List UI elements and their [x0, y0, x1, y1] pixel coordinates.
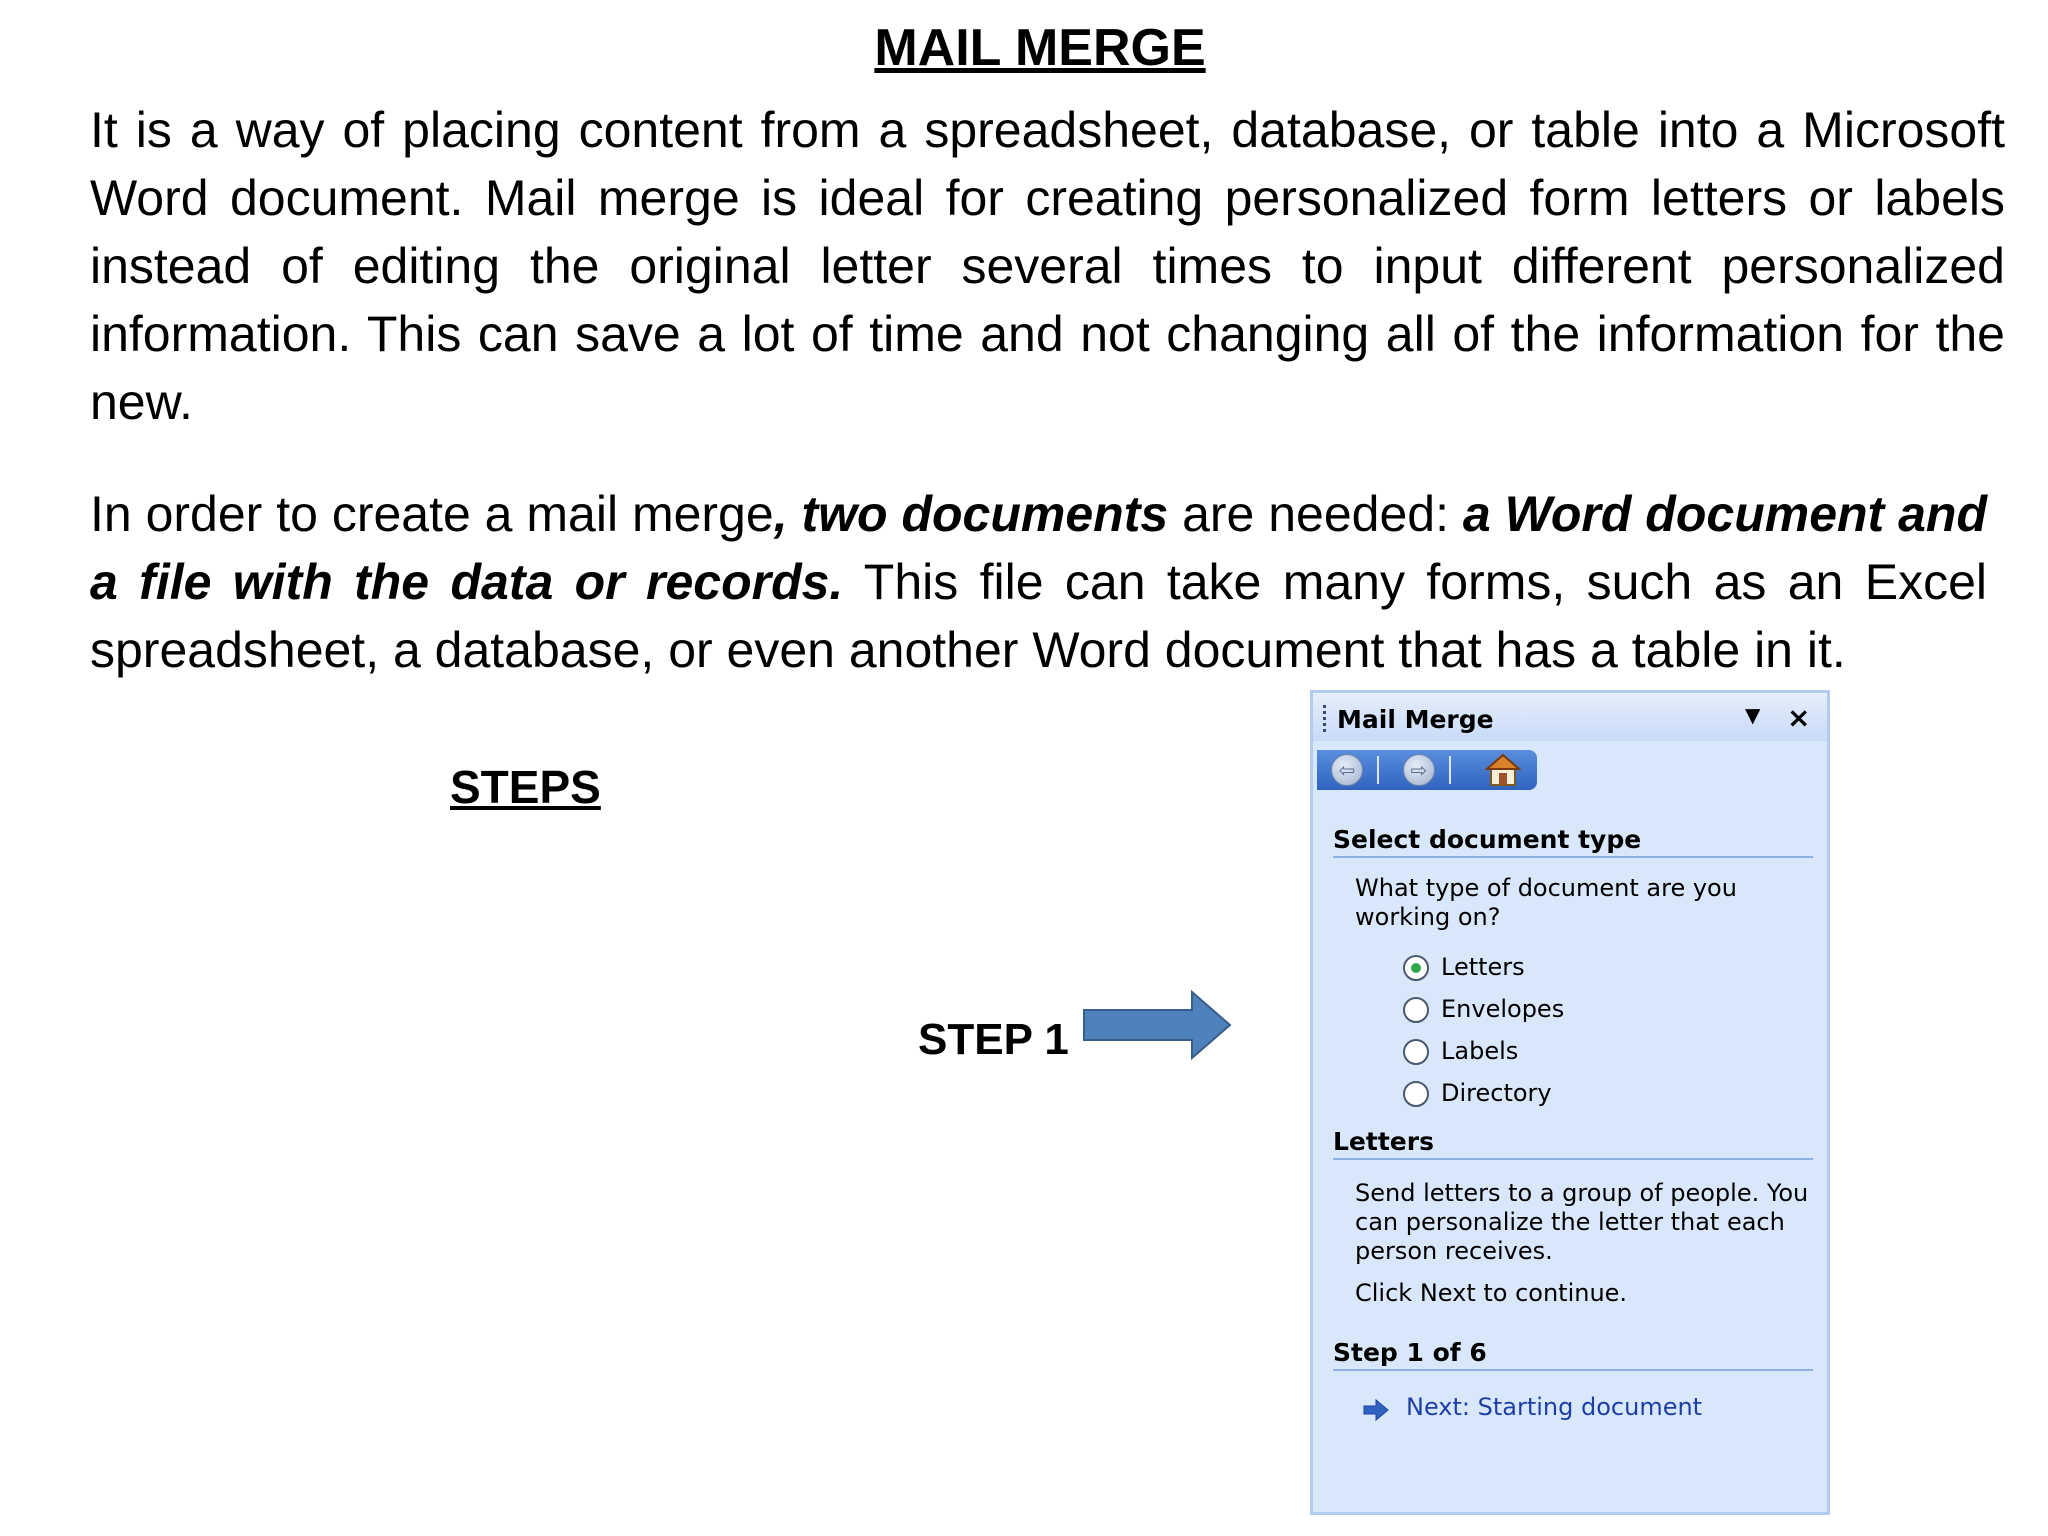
p2-text-2: are needed: [1168, 486, 1463, 542]
toolbar-separator [1377, 756, 1379, 784]
radio-dot [1411, 963, 1421, 973]
menu-arrow-icon[interactable]: ▼ [1745, 703, 1761, 727]
close-icon[interactable]: × [1787, 701, 1811, 734]
page-title: MAIL MERGE [874, 19, 1206, 77]
nav-toolbar [1317, 750, 1537, 790]
radio-button[interactable] [1403, 997, 1429, 1023]
step-arrow [1082, 990, 1232, 1060]
radio-label[interactable]: Envelopes [1441, 995, 1565, 1023]
document-type-question: What type of document are you working on? [1355, 874, 1737, 931]
p2-emphasis-word-and-data: a Word document and a file with the data or records. [90, 486, 1987, 610]
step-1-label: STEP 1 [918, 1015, 1069, 1064]
section-letters: Letters [1333, 1127, 1813, 1160]
next-arrow-icon[interactable] [1362, 1398, 1390, 1422]
radio-label[interactable]: Labels [1441, 1037, 1519, 1065]
steps-heading: STEPS [450, 761, 601, 813]
click-next-instruction: Click Next to continue. [1355, 1279, 1628, 1307]
radio-button-selected[interactable] [1403, 955, 1429, 981]
radio-label[interactable]: Letters [1441, 953, 1525, 981]
home-icon[interactable] [1485, 753, 1521, 787]
back-icon[interactable]: ⇦ [1331, 754, 1363, 786]
drag-grip-icon[interactable] [1323, 705, 1326, 733]
requirements-paragraph [90, 480, 1987, 684]
section-select-document-type: Select document type [1333, 825, 1813, 858]
radio-button[interactable] [1403, 1081, 1429, 1107]
forward-icon[interactable]: ⇨ [1403, 754, 1435, 786]
radio-button[interactable] [1403, 1039, 1429, 1065]
mail-merge-pane [1310, 690, 1830, 1515]
p2-text-3: This file can take many forms, such as an Excel spreadsheet, a database, or even another Word document that has a table in it. [90, 554, 1987, 678]
intro-paragraph: It is a way of placing content from a spreadsheet, database, or table into a Microsoft Word document. Mail merge is ideal for creating personalized form letters or labels instead of editing the original letter several times to input different personalized information. This can save a lot of time and not changing all of the information for the new. [90, 102, 2005, 430]
radio-label[interactable]: Directory [1441, 1079, 1552, 1107]
pane-header [1313, 693, 1827, 741]
p2-text-1: In order to create a mail merge [90, 486, 774, 542]
letters-description: Send letters to a group of people. You can personalize the letter that each person receives. [1355, 1179, 1809, 1265]
toolbar-separator [1449, 756, 1451, 784]
p2-emphasis-two-documents: , two documents [773, 486, 1169, 542]
pane-title: Mail Merge [1337, 705, 1494, 734]
section-step-progress: Step 1 of 6 [1333, 1338, 1813, 1371]
next-starting-document-link[interactable]: Next: Starting document [1406, 1393, 1703, 1421]
